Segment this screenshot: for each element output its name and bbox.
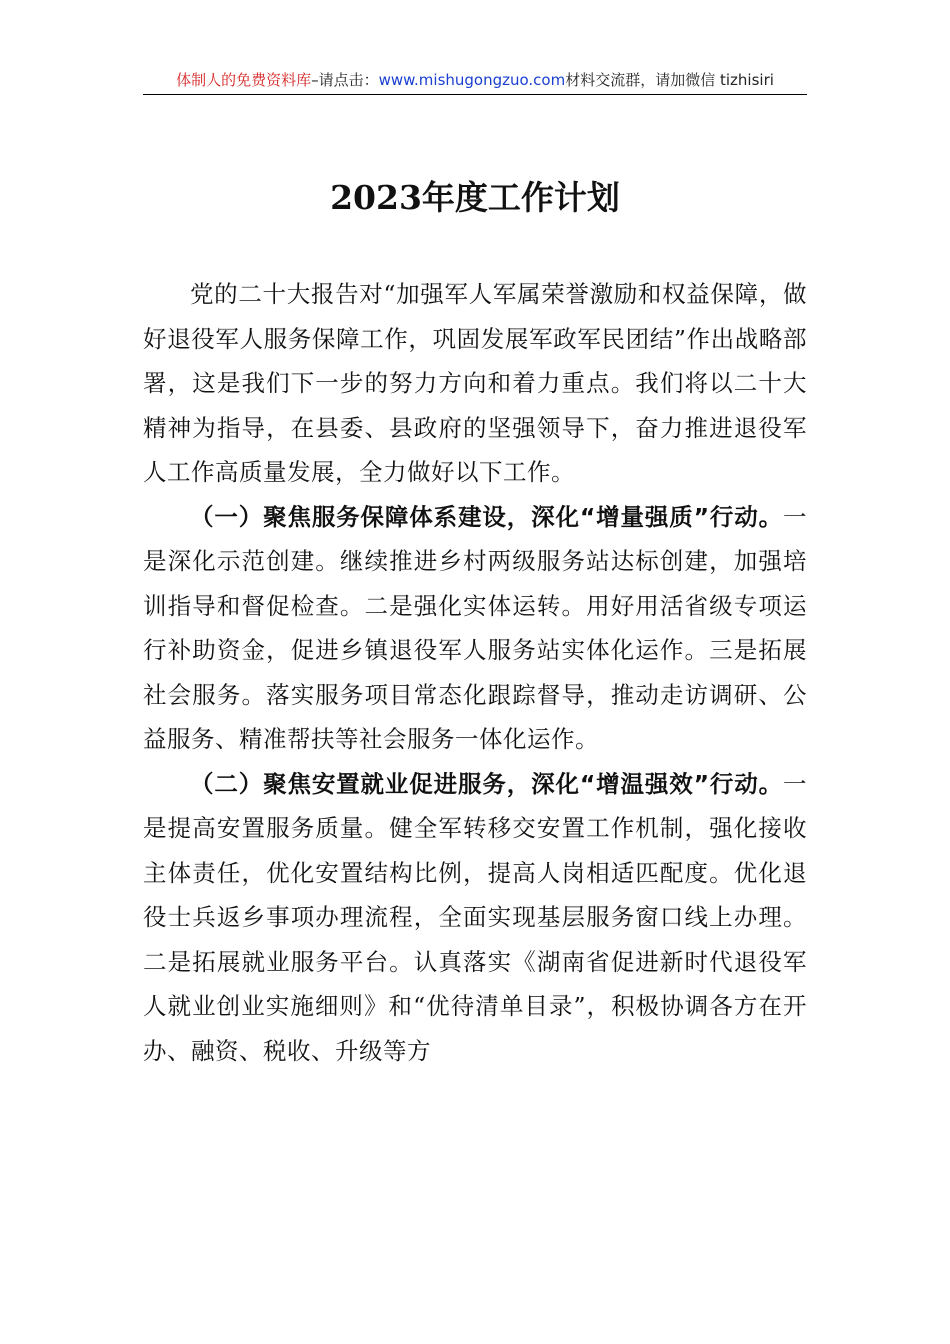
paragraph-text: 一是提高安置服务质量。健全军转移交安置工作机制，强化接收主体责任，优化安置结构比例，提高人岗相适匹配度。优化退役士兵返乡事项办理流程，全面实现基层服务窗口线上办理。二是拓展就业服务平台。认真落实《湖南省促进新时代退役军人就业创业实施细则》和“优待清单目录”，积极协调各方在开办、融资、税收、升级等方: [143, 769, 807, 1065]
section-heading: （二）聚焦安置就业促进服务，深化“增温强效”行动。: [190, 769, 783, 798]
paragraph-section-1: [143, 495, 807, 762]
header-prompt: –请点击：: [311, 71, 379, 89]
document-body: [143, 272, 807, 1073]
paragraph-text: 党的二十大报告对“加强军人军属荣誉激励和权益保障，做好退役军人服务保障工作，巩固发展军政军民团结”作出战略部署，这是我们下一步的努力方向和着力重点。我们将以二十大精神为指导，在县委、县政府的坚强领导下，奋力推进退役军人工作高质量发展，全力做好以下工作。: [143, 280, 807, 486]
paragraph-text: 一是深化示范创建。继续推进乡村两级服务站达标创建，加强培训指导和督促检查。二是强化实体运转。用好用活省级专项运行补助资金，促进乡镇退役军人服务站实体化运作。三是拓展社会服务。落实服务项目常态化跟踪督导，推动走访调研、公益服务、精准帮扶等社会服务一体化运作。: [143, 502, 807, 753]
section-heading: （一）聚焦服务保障体系建设，深化“增量强质”行动。: [190, 502, 783, 531]
header-url-link[interactable]: www.mishugongzuo.com: [378, 71, 566, 89]
header-tail: 材料交流群，请加微信 tizhisiri: [565, 71, 774, 89]
paragraph-section-2: [143, 762, 807, 1074]
header-brand: 体制人的免费资料库: [176, 71, 312, 89]
page-header: [143, 70, 807, 95]
document-title: 2023年度工作计划: [330, 178, 620, 217]
paragraph-intro: [143, 272, 807, 495]
